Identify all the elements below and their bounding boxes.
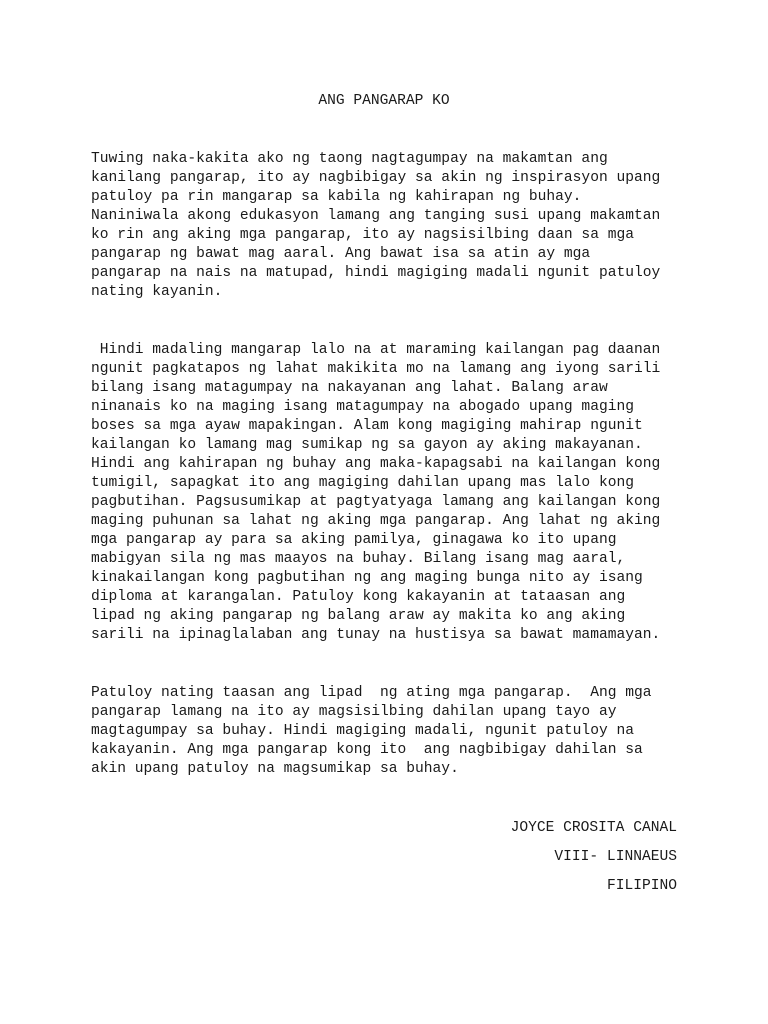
- subject-label: FILIPINO: [606, 878, 677, 894]
- author-section: VIII- LINNAEUS: [554, 849, 677, 865]
- paragraph-1: Tuwing naka-kakita ako ng taong nagtagumpay na makamtan ang kanilang pangarap, ito ay nagbibigay sa akin ng inspirasyon upang patuloy pa rin mangarap sa kabila ng kahirapan ng buhay. Naniniwala akong edukasyon lamang ang tanging susi upang makamtan ko rin ang aking mga pangarap, ito ay nagsisilbing daan sa mga pangarap ng bawat mag aaral. Ang bawat isa sa atin ay mga pangarap na nais na matupad, hindi magiging madali ngunit patuloy nating kayanin.: [91, 151, 661, 300]
- paragraph-2: Hindi madaling mangarap lalo na at maraming kailangan pag daanan ngunit pagkatapos ng lahat makikita mo na lamang ang iyong sarili bilang isang matagumpay na nakayanan ang lahat. Balang araw ninanais ko na maging isang matagumpay na abogado upang maging boses sa mga ayaw mapakingan. Alam kong magiging mahirap ngunit kailangan ko lamang mag sumikap ng sa gayon ay aking makayanan. Hindi ang kahirapan ng buhay ang maka-kapagsabi na kailangan kong tumigil, sapagkat ito ang magiging dahilan upang mas lalo kong pagbutihan. Pagsusumikap at pagtyatyaga lamang ang kailangan kong maging puhunan sa lahat ng aking mga pangarap. Ang lahat ng aking mga pangarap ay para sa aking pamilya, ginagawa ko ito upang mabigyan sila ng mas maayos na buhay. Bilang isang mag aaral, kinakailangan kong pagbutihan ng ang maging bunga nito ay isang diploma at karangalan. Patuloy kong kakayanin at tataasan ang lipad ng aking pangarap ng balang araw ay makita ko ang aking sarili na ipinaglalaban ang tunay na hustisya sa bawat mamamayan.: [91, 342, 661, 643]
- document-title: ANG PANGARAP KO: [318, 93, 450, 109]
- paragraph-3: Patuloy nating taasan ang lipad ng ating mga pangarap. Ang mga pangarap lamang na ito ay magsisilbing dahilan upang tayo ay magtagumpay sa buhay. Hindi magiging madali, ngunit patuloy na kakayanin. Ang mga pangarap kong ito ang nagbibigay dahilan sa akin upang patuloy na magsumikap sa buhay.: [91, 685, 652, 777]
- author-name: JOYCE CROSITA CANAL: [510, 820, 677, 836]
